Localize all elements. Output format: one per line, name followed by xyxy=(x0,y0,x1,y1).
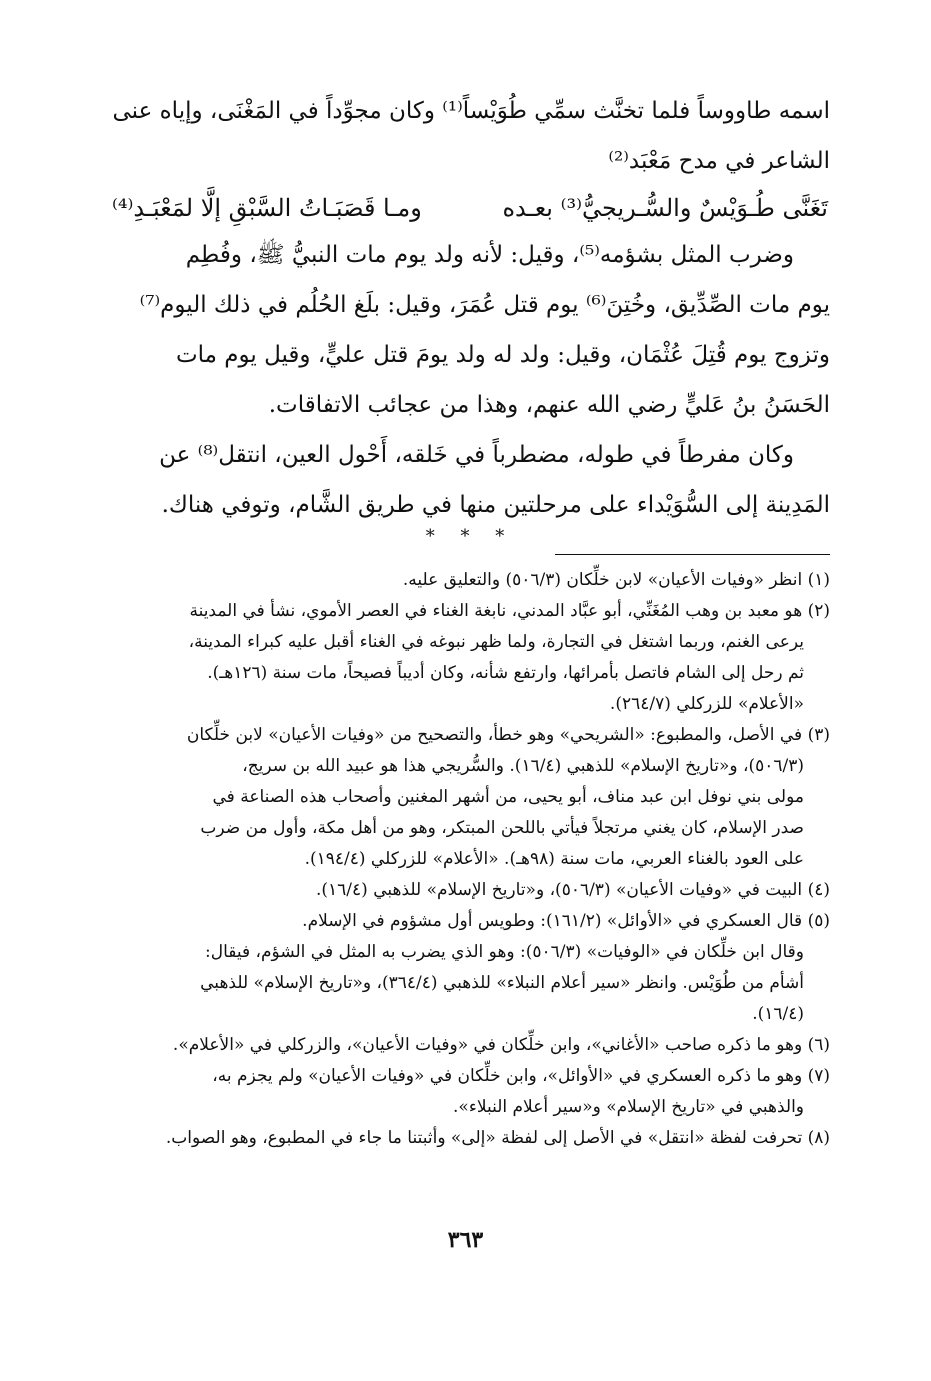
text-line: اسمه طاووساً فلما تخنَّث سمِّي طُوَيْساً⁽¹⁾ وكان مجوِّداً في المَغْنَى، وإياه عنى xyxy=(112,98,830,124)
page-body xyxy=(110,86,830,1154)
footnote-5 xyxy=(110,906,830,1030)
footnote-text: (٥٠٦/٣)، و«تاريخ الإسلام» للذهبي (١٦/٤). والسُّريجي هذا هو عبيد الله بن سريج، xyxy=(242,756,804,776)
footnote-7 xyxy=(110,1061,830,1123)
footnote-text: وهو ما ذكره صاحب «الأغاني»، وابن خلِّكان في «وفيات الأعيان»، والزركلي في «الأعلام». xyxy=(172,1035,803,1055)
footnote-text: وقال ابن خلِّكان في «الوفيات» (٥٠٦/٣): وهو الذي يضرب به المثل في الشؤم، فيقال: xyxy=(205,942,804,962)
footnote-number: (١) xyxy=(807,570,830,590)
text-line: الحَسَنُ بنُ عَليٍّ رضي الله عنهم، وهذا من عجائب الاتفاقات. xyxy=(268,392,830,418)
footnote-text: صدر الإسلام، كان يغني مرتجلاً فيأتي باللحن المبتكر، وهو من أهل مكة، وأول من ضرب xyxy=(200,818,804,838)
footnote-text: (١٦/٤). xyxy=(752,1004,804,1024)
footnote-4 xyxy=(110,875,830,906)
footnote-number: (٥) xyxy=(807,911,830,931)
footnote-8 xyxy=(110,1123,830,1154)
footnote-number: (٢) xyxy=(807,601,830,621)
footnote-text: «الأعلام» للزركلي (٢٦٤/٧). xyxy=(609,694,804,714)
text-line: المَدِينة إلى السُّوَيْداء على مرحلتين منها في طريق الشَّام، وتوفي هناك. xyxy=(161,492,830,518)
footnote-number: (٨) xyxy=(807,1128,830,1148)
footnote-text: والذهبي في «تاريخ الإسلام» و«سير أعلام النبلاء». xyxy=(453,1097,804,1117)
footnote-2 xyxy=(110,596,830,720)
text-line: وكان مفرطاً في طوله، مضطرباً في خَلقه، أَحْول العين، انتقل⁽⁸⁾ عن xyxy=(159,442,794,468)
footnote-number: (٦) xyxy=(807,1035,830,1055)
footnote-text: في الأصل، والمطبوع: «الشريحي» وهو خطأ، والتصحيح من «وفيات الأعيان» لابن خلِّكان xyxy=(186,725,803,745)
footnote-number: (٧) xyxy=(807,1066,830,1086)
verse-first-hemistich: تَغَنَّى طُـوَيْسٌ والسُّـريجيُّ⁽³⁾ بعـده xyxy=(502,194,828,222)
page-number: ٣٦٣ xyxy=(447,1227,484,1253)
footnote-text: وهو ما ذكره العسكري في «الأوائل»، وابن خلِّكان في «وفيات الأعيان» ولم يجزم به، xyxy=(212,1066,803,1086)
footnote-6 xyxy=(110,1030,830,1061)
footnote-text: البيت في «وفيات الأعيان» (٥٠٦/٣)، و«تاريخ الإسلام» للذهبي (١٦/٤). xyxy=(315,880,803,900)
footnote-text: انظر «وفيات الأعيان» لابن خلِّكان (٥٠٦/٣) والتعليق عليه. xyxy=(402,570,803,590)
text-line: يوم مات الصِّدِّيق، وخُتِنَ⁽⁶⁾ يوم قتل عُمَرَ، وقيل: بلَغ الحُلُم في ذلك اليوم⁽⁷⁾ xyxy=(139,292,830,318)
poem-verse xyxy=(110,186,830,230)
footnote-text: أشأم من طُوَيْس. وانظر «سير أعلام النبلاء» للذهبي (٣٦٤/٤)، و«تاريخ الإسلام» للذهبي xyxy=(200,973,804,993)
verse-second-hemistich: ومـا قَصَبَـاتُ السَّبْقِ إلَّا لمَعْبَـدِ⁽⁴⁾ xyxy=(112,194,422,222)
footnote-divider xyxy=(555,554,830,555)
section-separator-stars: * * * xyxy=(425,526,515,547)
footnote-text: قال العسكري في «الأوائل» (١٦١/٢): وطويس أول مشؤوم في الإسلام. xyxy=(302,911,803,931)
footnote-text: على العود بالغناء العربي، مات سنة (٩٨هـ). «الأعلام» للزركلي (١٩٤/٤). xyxy=(304,849,804,869)
footnote-3 xyxy=(110,720,830,875)
footnote-number: (٣) xyxy=(807,725,830,745)
text-line: الشاعر في مدح مَعْبَد⁽²⁾ xyxy=(608,148,830,174)
footnote-number: (٤) xyxy=(807,880,830,900)
text-line: وتزوج يوم قُتِلَ عُثْمَان، وقيل: ولد له ولد يومَ قتل عليٍّ، وقيل يوم مات xyxy=(175,342,830,368)
paragraph-2 xyxy=(110,230,830,430)
footnote-text: مولى بني نوفل ابن عبد مناف، أبو يحيى، من أشهر المغنين وأصحاب هذه الصناعة في xyxy=(212,787,804,807)
footnote-1 xyxy=(110,565,830,596)
paragraph-1 xyxy=(110,86,830,186)
footnote-text: هو معبد بن وهب المُغَنِّي، أبو عبَّاد المدني، نابغة الغناء في العصر الأموي، نشأ في المدينة xyxy=(189,601,803,621)
footnote-text: يرعى الغنم، وربما اشتغل في التجارة، ولما ظهر نبوغه في الغناء أقبل عليه كبراء المدينة، xyxy=(188,632,804,652)
paragraph-3 xyxy=(110,430,830,530)
text-line: وضرب المثل بشؤمه⁽⁵⁾، وقيل: لأنه ولد يوم مات النبيُّ ﷺ، وفُطِم xyxy=(185,242,794,268)
footnote-text: تحرفت لفظة «انتقل» في الأصل إلى لفظة «إلى» وأثبتنا ما جاء في المطبوع، وهو الصواب. xyxy=(165,1128,803,1148)
footnotes xyxy=(110,565,830,1154)
footnote-text: ثم رحل إلى الشام فاتصل بأمرائها، وارتفع شأنه، وكان أديباً فصيحاً، مات سنة (١٢٦هـ). xyxy=(207,663,804,683)
